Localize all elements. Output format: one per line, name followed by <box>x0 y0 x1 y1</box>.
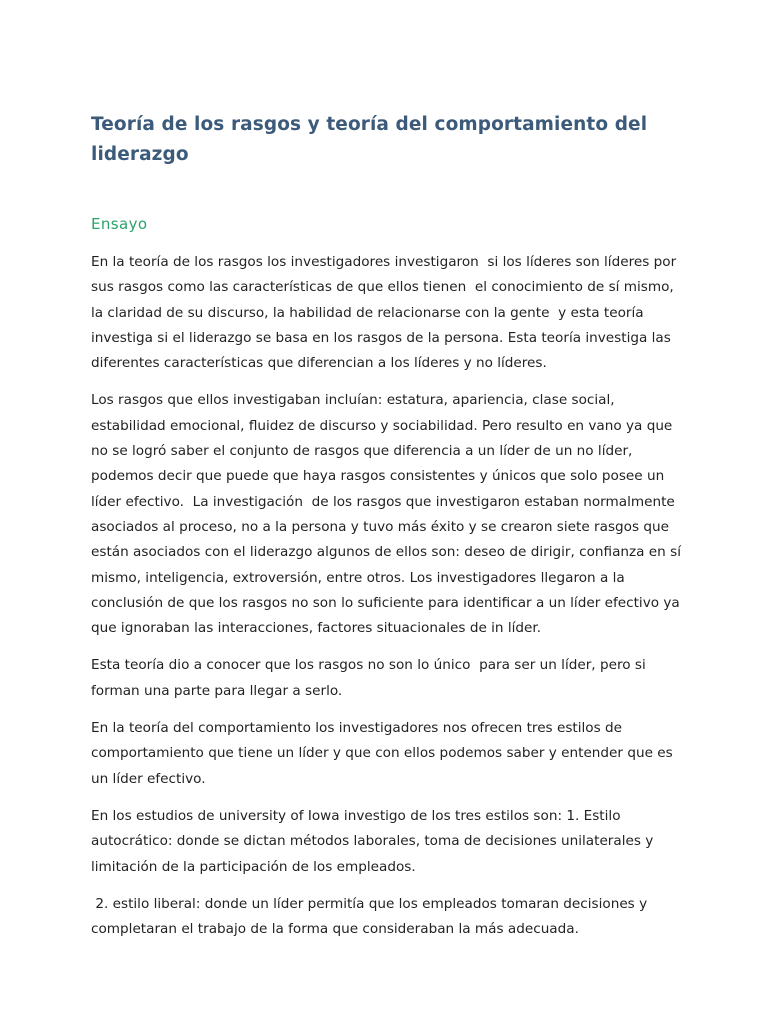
paragraph-1: En la teoría de los rasgos los investigadores investigaron si los líderes son líderes por sus rasgos como las características de que ellos tienen el conocimiento de sí mismo, la claridad de su discurso, la habilidad de relacionarse con la gente y esta teoría investiga si el liderazgo se basa en los rasgos de la persona. Esta teoría investiga las diferentes características que diferencian a los líderes y no líderes. <box>91 254 681 372</box>
paragraph-4: En la teoría del comportamiento los investigadores nos ofrecen tres estilos de comportamiento que tiene un líder y que con ellos podemos saber y entender que es un líder efectivo. <box>91 720 678 787</box>
paragraph-5: En los estudios de university of Iowa investigo de los tres estilos son: 1. Estilo autocrático: donde se dictan métodos laborales, toma de decisiones unilaterales y limitación de la participación de los empleados. <box>91 807 658 875</box>
paragraph-6: 2. estilo liberal: donde un líder permitía que los empleados tomaran decisiones y completaran el trabajo de la forma que consideraban la más adecuada. <box>91 895 652 938</box>
paragraph-3: Esta teoría dio a conocer que los rasgos no son lo único para ser un líder, pero si forman una parte para llegar a serlo. <box>91 657 651 699</box>
paragraph-2: Los rasgos que ellos investigaban incluían: estatura, apariencia, clase social, estabilidad emocional, fluidez de discurso y sociabilidad. Pero resulto en vano ya que no se logró saber el conjunto de rasgos que diferencia a un líder de un no líder, podemos decir que puede que haya rasgos consistentes y únicos que solo posee un líder efectivo. La investigación de los rasgos que investigaron estaban normalmente asociados al proceso, no a la persona y tuvo más éxito y se crearon siete rasgos que están asociados con el liderazgo algunos de ellos son: deseo de dirigir, confianza en sí mismo, inteligencia, extroversión, entre otros. Los investigadores llegaron a la conclusión de que los rasgos no son lo suficiente para identificar a un líder efectivo ya que ignoraban las interacciones, factores situacionales de in líder. <box>91 392 686 637</box>
document-subtitle: Ensayo <box>91 215 148 233</box>
document-content <box>91 110 686 954</box>
document-title: Teoría de los rasgos y teoría del comportamiento del liderazgo <box>91 114 648 165</box>
